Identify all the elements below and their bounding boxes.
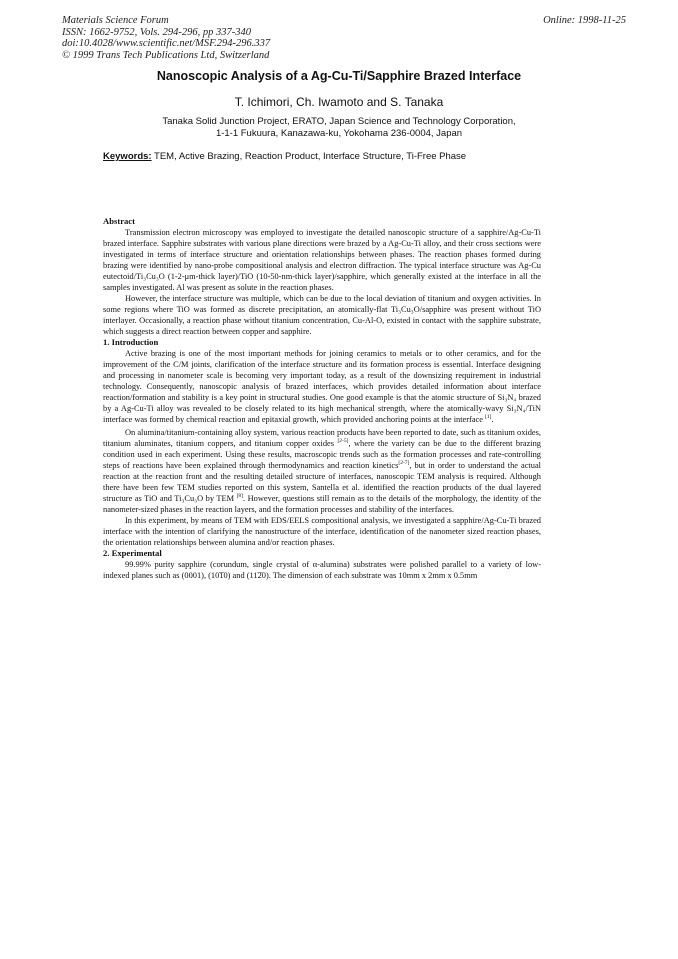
issn-line: ISSN: 1662-9752, Vols. 294-296, pp 337-340: [62, 26, 251, 38]
introduction-paragraph-1: [103, 348, 541, 425]
citation-ref: [8]: [236, 493, 243, 500]
intro-p2-text-a: On alumina/titanium-containing alloy system, various reaction products have been reported to date, such as titanium oxides, titanium aluminates, titanium coppers, and titanium copper oxides: [103, 428, 541, 448]
doi-line: doi:10.4028/www.scientific.net/MSF.294-296.337: [62, 38, 271, 49]
online-date: Online: 1998-11-25: [543, 15, 626, 26]
intro-p2-text-c: , but in order to understand the actual reaction at the reaction front and the resulting detailed structure of interfaces, nanoscopic TEM analysis is required. Although there have been few TEM studies reported on this system, Santella et al. identified the reaction products of the dual layered structure as TiO and Ti₃Cu₃O by TEM: [103, 461, 541, 503]
intro-p1-text: Active brazing is one of the most important methods for joining ceramics to metals or to other ceramics, and for the improvement of the C/M joints, clarification of the interface structure and its formation process is essential. Interface designing and processing in nanometer scale is becoming very important today, as a result of the downsizing requirement in industrial technology. Consequently, nanoscopic analysis of brazed interfaces, which provides detailed information about interface reaction/formation and stability is a key point in structural studies. One good example is that the atomic structure of Si₃N₄ brazed by a Ag-Cu-Ti alloy was revealed to be closely related to its high mechanical strength, where the atomically-wavy Si₃N₄/TiN interface was formed by chemical reaction and epitaxial growth, which provided anchoring points at the interface: [103, 349, 541, 424]
citation-ref: [1]: [485, 414, 492, 421]
introduction-paragraph-2: [103, 427, 541, 515]
citation-ref: [2-5]: [337, 438, 349, 445]
keywords-label: Keywords:: [103, 151, 152, 162]
intro-p1-end: .: [491, 415, 494, 424]
abstract-paragraph-1: Transmission electron microscopy was employed to investigate the detailed nanoscopic structure of a sapphire/Ag-Cu-Ti brazed interface. Sapphire substrates with various plane directions were brazed by a Ag-Cu-Ti alloy, and their cross sections were investigated in terms of interface structure and orientation relationships between phases. The reaction phases formed during brazing were identified by nano-probe compositional analysis and electron diffraction. The typical interface structure was Ag-Cu eutectoid/Ti₃Cu₃O (1-2-μm-thick layer)/TiO (10-50-nm-thick layer)/sapphire, which generally existed at the interface in all the samples investigated. Al was present as solute in the reaction phases.: [103, 228, 541, 292]
citation-ref: [2-7]: [398, 460, 410, 467]
paper-body: [103, 216, 541, 581]
keywords: [103, 151, 466, 162]
affiliation-line-2: 1-1-1 Fukuura, Kanazawa-ku, Yokohama 236-0004, Japan: [215, 128, 463, 139]
affiliation: [0, 116, 678, 140]
publication-info: [62, 15, 270, 61]
copyright-line: © 1999 Trans Tech Publications Ltd, Switzerland: [62, 49, 270, 61]
affiliation-line-1: Tanaka Solid Junction Project, ERATO, Japan Science and Technology Corporation,: [162, 116, 516, 127]
paper-authors: T. Ichimori, Ch. Iwamoto and S. Tanaka: [234, 95, 444, 109]
intro-p2-text-d: . However, questions still remain as to the details of the morphology, the identity of the nanometer-sized phases in the reaction layers, and the formation processes and stability of the interfaces.: [103, 494, 541, 514]
journal-name: Materials Science Forum: [62, 15, 169, 26]
introduction-heading: 1. Introduction: [103, 337, 159, 347]
paper-title: Nanoscopic Analysis of a Ag-Cu-Ti/Sapphire Brazed Interface: [156, 69, 522, 83]
keywords-text: TEM, Active Brazing, Reaction Product, Interface Structure, Ti-Free Phase: [151, 151, 467, 162]
abstract-heading: Abstract: [103, 216, 135, 226]
intro-p2-text-b: , where the variety can be due to the different brazing condition used in each experiment. Using these results, macroscopic trends such as the formation processes and rate-controlling steps of reactions have been explained through thermodynamics and reaction kinetics: [103, 439, 541, 470]
introduction-paragraph-3: In this experiment, by means of TEM with EDS/EELS compositional analysis, we investigated a sapphire/Ag-Cu-Ti brazed interface with the intention of clarifying the nanostructure of the interface, identification of the nanometer sized reaction phases, the orientation relationships between alumina and/or reaction phases.: [103, 516, 541, 547]
experimental-paragraph-1: 99.99% purity sapphire (corundum, single crystal of α-alumina) substrates were polished parallel to a variety of low-indexed planes such as (0001), (10͞10) and (11͞20). The dimension of each substrate was 10mm x 2mm x 0.5mm: [103, 560, 541, 580]
abstract-paragraph-2: However, the interface structure was multiple, which can be due to the local deviation of titanium and oxygen activities. In some regions where TiO was formed as discrete precipitation, an atomically-flat Ti₃Cu₃O/sapphire was present without TiO interlayer. Occasionally, a reaction phase without titanium concentration, Cu-Al-O, existed in contact with the sapphire substrate, which suggests a direct reaction between copper and sapphire.: [103, 294, 541, 336]
experimental-heading: 2. Experimental: [103, 548, 162, 558]
